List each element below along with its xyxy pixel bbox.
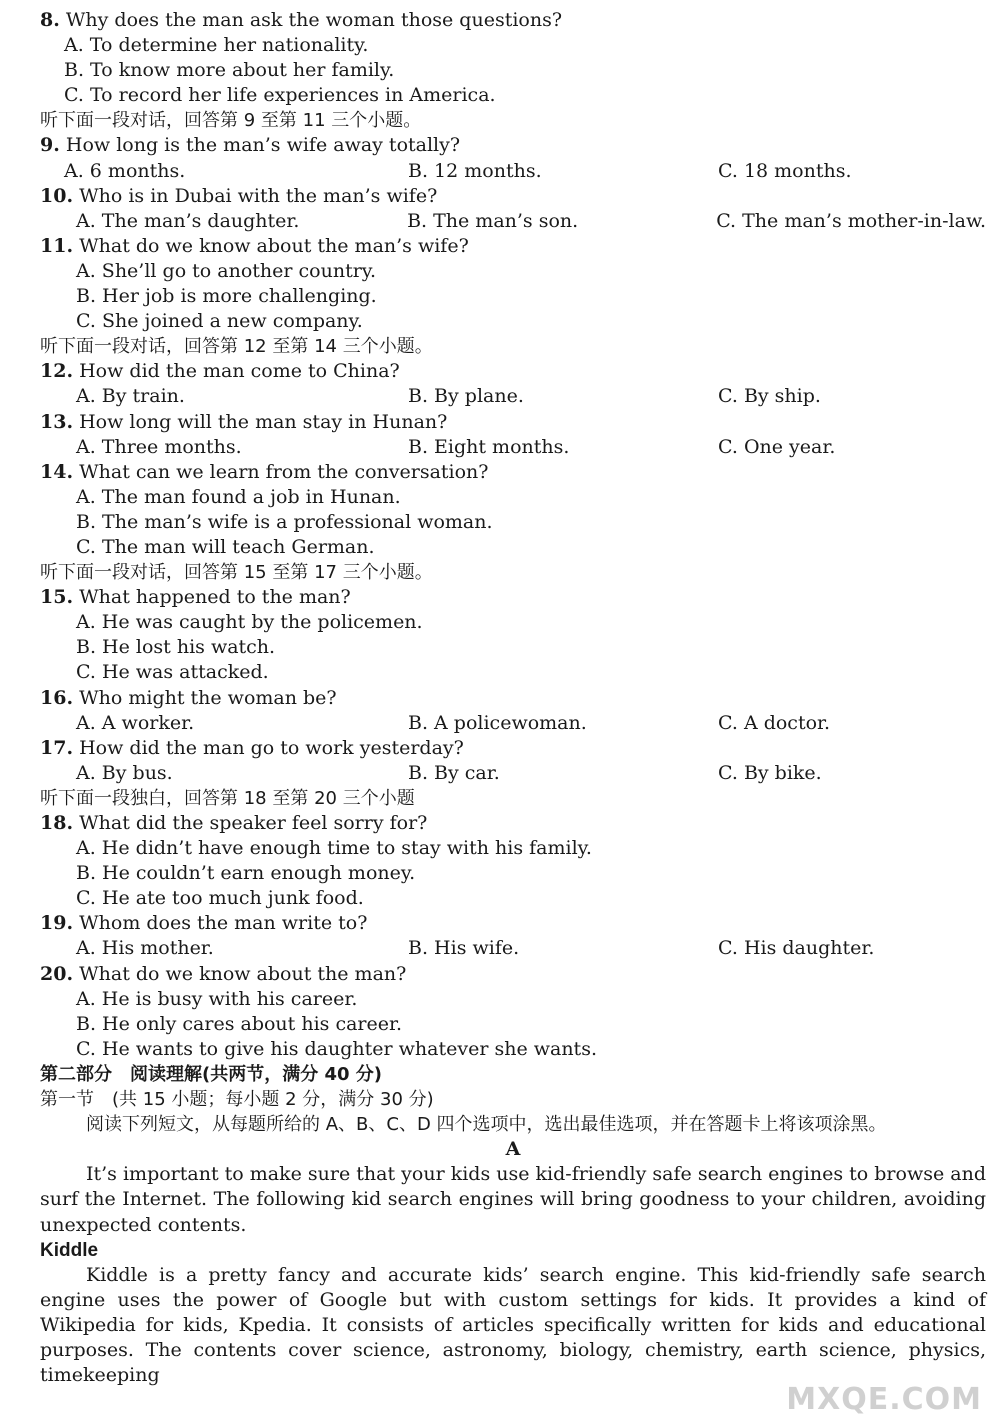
question-text: How long will the man stay in Hunan? [79,410,448,433]
option-a: A. A worker. [76,711,195,734]
option-c: C. To record her life experiences in America. [64,84,496,107]
option-c: C. She joined a new company. [76,310,363,333]
question-text: What did the speaker feel sorry for? [79,812,428,834]
question-number: 12. [40,360,74,383]
option-c: C. A doctor. [718,711,831,734]
question-12 [40,359,986,384]
question-8 [40,8,986,33]
option-c: C. One year. [718,435,836,458]
option-a: A. His mother. [76,937,214,960]
question-text: How did the man go to work yesterday? [79,736,464,759]
question-16 [40,686,986,711]
part-heading: 第二部分 阅读理解(共两节，满分 40 分) [40,1063,383,1085]
option-c: C. 18 months. [718,159,852,182]
option-b: B. He lost his watch. [76,636,276,659]
watermark: MXQE.COM [786,1382,982,1417]
option-a: A. To determine her nationality. [64,34,369,57]
question-text: Whom does the man write to? [79,912,368,935]
listening-instruction: 听下面一段对话，回答第 12 至第 14 三个小题。 [40,336,433,358]
question-text: Who might the woman be? [79,686,337,709]
question-number: 10. [40,184,74,207]
question-number: 15. [40,586,74,609]
option-a: A. 6 months. [64,159,186,182]
option-b: B. The man’s son. [407,209,579,232]
option-b: B. His wife. [408,937,520,960]
option-c: C. He ate too much junk food. [76,887,364,910]
question-15 [40,585,986,610]
option-a: A. The man found a job in Hunan. [76,485,401,508]
option-b: B. The man’s wife is a professional woman. [76,510,493,533]
option-b: B. 12 months. [408,159,542,182]
option-a: A. He is busy with his career. [76,987,358,1010]
option-c: C. The man’s mother-in-law. [716,209,986,232]
listening-instruction: 听下面一段独白，回答第 18 至第 20 三个小题 [40,787,415,809]
question-number: 20. [40,962,74,985]
question-number: 9. [40,134,60,157]
option-b: B. He only cares about his career. [76,1012,403,1035]
option-a: A. Three months. [76,435,242,458]
question-number: 17. [40,736,74,759]
option-b: B. By car. [408,761,500,784]
option-a: A. He didn’t have enough time to stay with his family. [76,837,592,860]
option-b: B. Her job is more challenging. [76,285,377,308]
listening-instruction: 听下面一段对话，回答第 9 至第 11 三个小题。 [40,110,422,132]
question-number: 18. [40,812,74,834]
listening-instruction: 听下面一段对话，回答第 15 至第 17 三个小题。 [40,562,433,584]
question-17 [40,736,986,761]
options-row [40,209,986,234]
question-text: What do we know about the man? [79,962,407,985]
options-row [40,711,986,736]
question-text: How long is the man’s wife away totally? [65,134,461,157]
question-number: 16. [40,686,74,709]
option-c: C. He wants to give his daughter whatever she wants. [76,1037,597,1060]
options-row [40,936,986,961]
question-text: What happened to the man? [79,586,351,609]
option-b: B. To know more about her family. [64,59,395,82]
question-text: How did the man come to China? [79,360,400,383]
option-c: C. By ship. [718,385,821,408]
option-b: B. He couldn’t earn enough money. [76,862,416,885]
question-11 [40,234,986,259]
section-heading: 第一节 (共 15 小题；每小题 2 分，满分 30 分) [40,1089,434,1111]
question-9 [40,133,986,158]
option-a: A. The man’s daughter. [76,209,300,232]
option-a: A. She’ll go to another country. [76,259,377,282]
question-text: Who is in Dubai with the man’s wife? [79,184,438,207]
option-b: B. A policewoman. [408,711,587,734]
option-c: C. He was attacked. [76,661,269,684]
option-c: C. The man will teach German. [76,535,375,558]
options-row [40,761,986,786]
question-13 [40,410,986,435]
passage-label: A [505,1138,521,1161]
question-20 [40,962,986,987]
kiddle-heading: Kiddle [40,1239,99,1261]
kiddle-paragraph: Kiddle is a pretty fancy and accurate kids’ search engine. This kid-friendly safe search engine uses the power of Google but with custom settings for kids. It provides a kind of Wikipedia for kids, Kpedia. It consists of articles specifically written for kids and educational purposes. The contents cover science, astronomy, biology, chemistry, earth science, physics, timekeeping [40,1263,986,1387]
reading-instruction: 阅读下列短文，从每题所给的 A、B、C、D 四个选项中，选出最佳选项，并在答题卡上将该项涂黑。 [86,1114,887,1136]
option-b: B. By plane. [408,385,524,408]
question-10 [40,184,986,209]
question-number: 14. [40,460,74,483]
option-c: C. By bike. [718,761,822,784]
option-a: A. He was caught by the policemen. [76,611,423,634]
passage-intro: It’s important to make sure that your kids use kid-friendly safe search engines to browse and surf the Internet. The following kid search engines will bring goodness to your children, avoiding unexpected contents. [40,1163,986,1236]
question-number: 11. [40,234,74,257]
question-number: 13. [40,410,74,433]
options-row [40,435,986,460]
option-a: A. By bus. [76,761,173,784]
question-18 [40,811,986,836]
option-c: C. His daughter. [718,937,875,960]
option-b: B. Eight months. [408,435,570,458]
question-19 [40,911,986,936]
question-text: What do we know about the man’s wife? [79,234,469,257]
options-row [40,159,986,184]
question-number: 8. [40,9,60,31]
option-a: A. By train. [76,385,185,408]
question-number: 19. [40,912,74,935]
options-row [40,384,986,409]
question-text: Why does the man ask the woman those questions? [65,9,563,31]
question-text: What can we learn from the conversation? [79,460,489,483]
question-14 [40,460,986,485]
